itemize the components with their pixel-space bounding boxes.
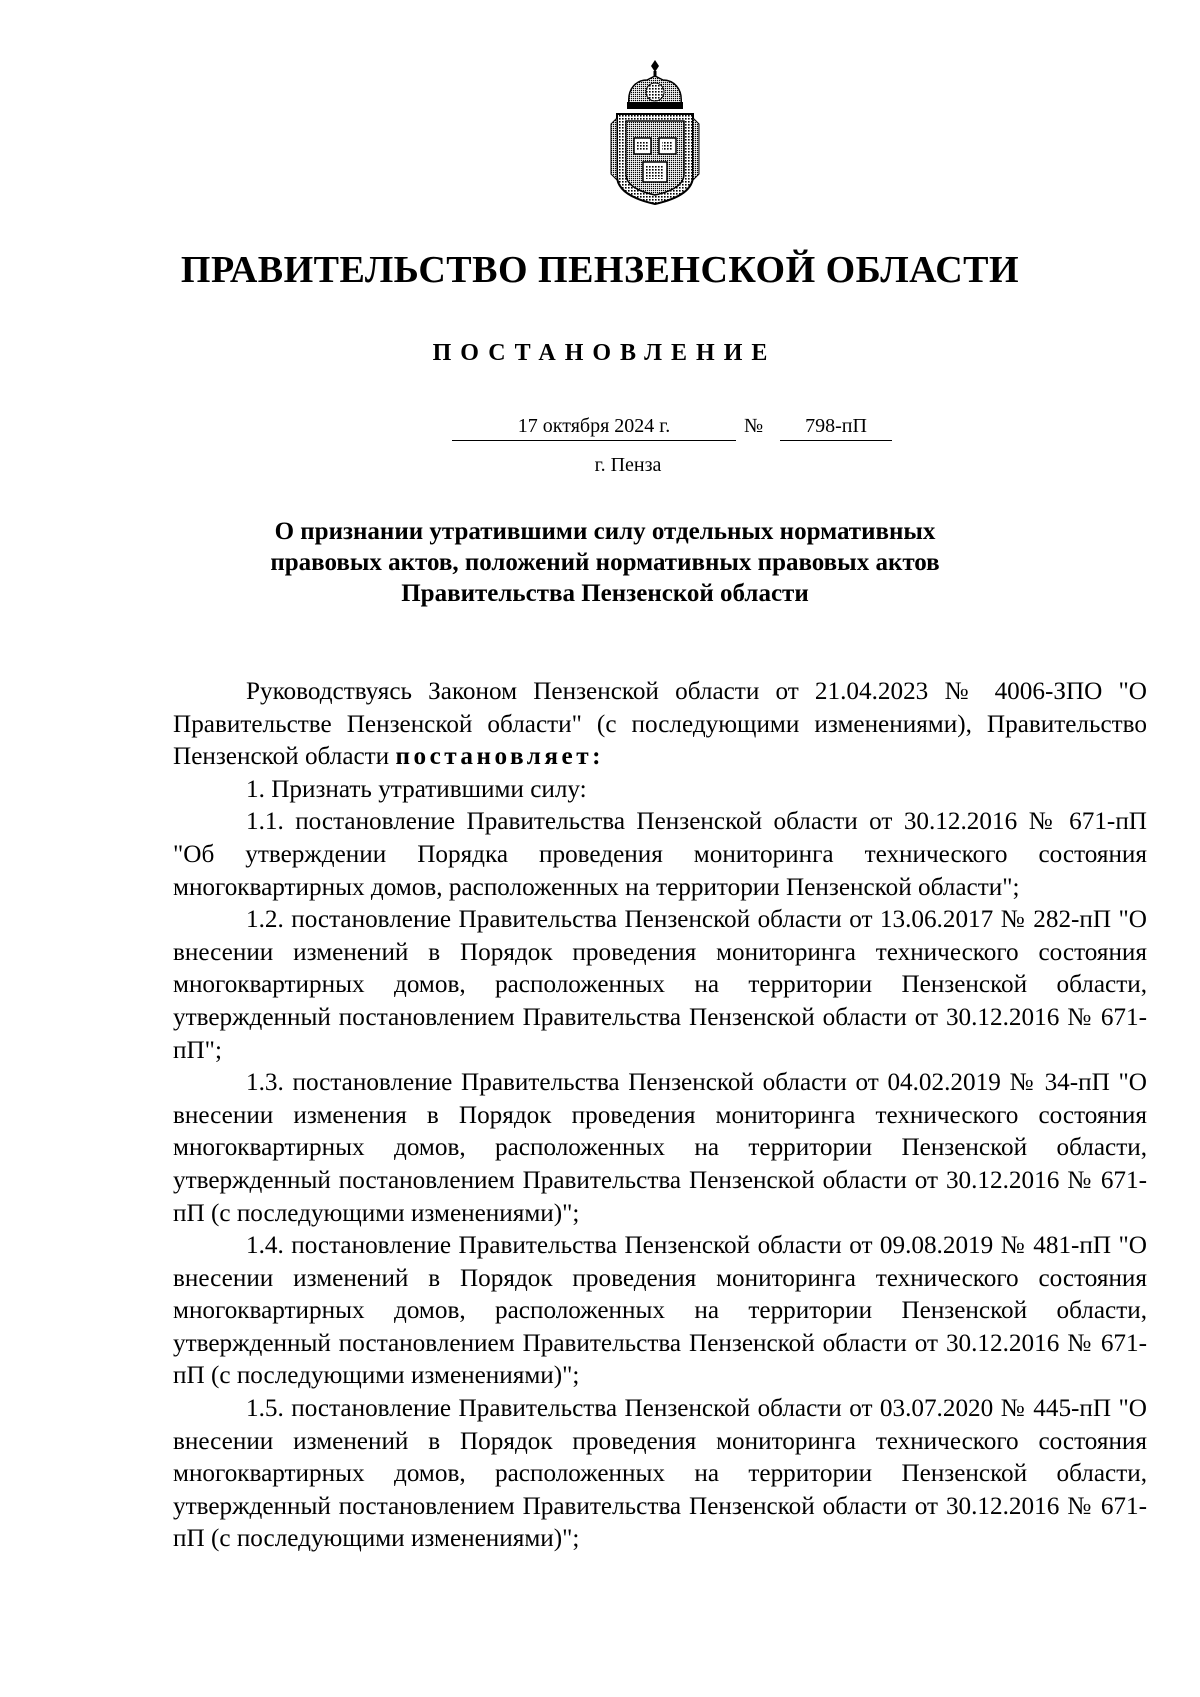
- item-1-3: 1.3. постановление Правительства Пензенской области от 04.02.2019 № 34-пП "О внесении изменения в Порядок проведения мониторинга технического состояния многоквартирных домов, расположенных на территории Пензенской области, утвержденный постановлением Правительства Пензенской области от 30.12.2016 № 671-пП (с последующими изменениями)";: [173, 1069, 1147, 1227]
- coat-of-arms-icon: [607, 58, 703, 210]
- document-number: 798-пП: [780, 413, 892, 441]
- subject-line: О признании утратившими силу отдельных нормативных: [274, 518, 936, 545]
- item-1-4: 1.4. постановление Правительства Пензенской области от 09.08.2019 № 481-пП "О внесении изменений в Порядок проведения мониторинга технического состояния многоквартирных домов, расположенных на территории Пензенской области, утвержденный постановлением Правительства Пензенской области от 30.12.2016 № 671-пП (с последующими изменениями)";: [173, 1232, 1147, 1390]
- document-type: ПОСТАНОВЛЕНИЕ: [432, 340, 777, 366]
- preamble-text: Руководствуясь Законом Пензенской области от 21.04.2023 № 4006-ЗПО "О Правительстве Пензенской области" (с последующими изменениями), Правительство Пензенской области: [173, 678, 1147, 771]
- item-1-2: 1.2. постановление Правительства Пензенской области от 13.06.2017 № 282-пП "О внесении изменений в Порядок проведения мониторинга технического состояния многоквартирных домов, расположенных на территории Пензенской области, утвержденный постановлением Правительства Пензенской области от 30.12.2016 № 671-пП";: [173, 906, 1147, 1064]
- item-1-1: 1.1. постановление Правительства Пензенской области от 30.12.2016 № 671-пП "Об утверждении Порядка проведения мониторинга технического состояния многоквартирных домов, расположенных на территории Пензенской области";: [173, 808, 1147, 901]
- preamble-paragraph: [173, 676, 1147, 774]
- subject-line: правовых актов, положений нормативных правовых актов: [270, 549, 940, 576]
- document-date: 17 октября 2024 г.: [452, 413, 736, 441]
- item-1-5: 1.5. постановление Правительства Пензенской области от 03.07.2020 № 445-пП "О внесении изменений в Порядок проведения мониторинга технического состояния многоквартирных домов, расположенных на территории Пензенской области, утвержденный постановлением Правительства Пензенской области от 30.12.2016 № 671-пП (с последующими изменениями)";: [173, 1395, 1147, 1553]
- item-1: 1. Признать утратившими силу:: [246, 775, 587, 803]
- number-sign: №: [744, 415, 764, 437]
- government-title: ПРАВИТЕЛЬСТВО ПЕНЗЕНСКОЙ ОБЛАСТИ: [180, 249, 1020, 291]
- subject-line: Правительства Пензенской области: [401, 580, 809, 607]
- city: г. Пенза: [594, 454, 662, 476]
- decree-word: постановляет:: [395, 743, 604, 771]
- document-subject: [230, 516, 980, 609]
- document-body: [173, 676, 1147, 1556]
